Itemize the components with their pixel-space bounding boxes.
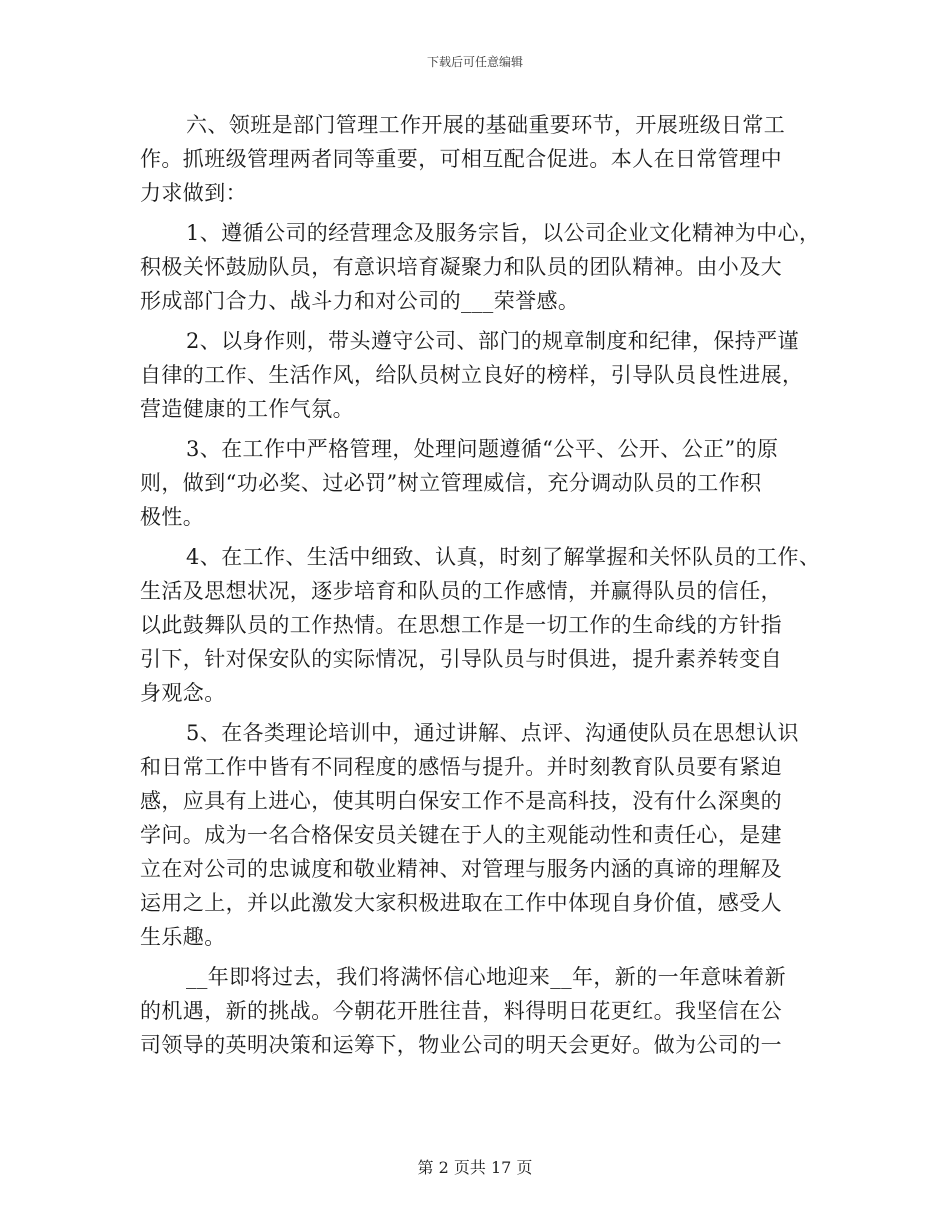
paragraph-line: 运用之上，并以此激发大家积极进取在工作中体现自身价值，感受人 (140, 891, 782, 915)
paragraph-line: 学问。成为一名合格保安员关键在于人的主观能动性和责任心，是建 (140, 823, 782, 847)
paragraph-line: 的机遇，新的挑战。今朝花开胜往昔，料得明日花更红。我坚信在公 (140, 999, 782, 1023)
paragraph-line: 积极关怀鼓励队员，有意识培育凝聚力和队员的团队精神。由小及大 (140, 255, 782, 279)
paragraph-line: __年即将过去，我们将满怀信心地迎来__年，新的一年意味着新 (186, 965, 786, 989)
paragraph-line: 极性。 (140, 505, 205, 529)
paragraph-line: 和日常工作中皆有不同程度的感悟与提升。并时刻教育队员要有紧迫 (140, 755, 782, 779)
page-number: 第 2 页共 17 页 (417, 1158, 533, 1177)
paragraph (140, 324, 830, 426)
paragraph (140, 108, 830, 210)
paragraph-line: 营造健康的工作气氛。 (140, 397, 354, 421)
document-body (140, 108, 830, 1062)
paragraph-line: 身观念。 (140, 681, 226, 705)
paragraph-line: 生乐趣。 (140, 925, 226, 949)
paragraph-line: 5、在各类理论培训中，通过讲解、点评、沟通使队员在思想认识 (186, 721, 799, 745)
paragraph-line: 自律的工作、生活作风，给队员树立良好的榜样，引导队员良性进展， (140, 363, 804, 387)
paragraph (140, 216, 830, 318)
paragraph (140, 960, 830, 1062)
paragraph-line: 引下，针对保安队的实际情况，引导队员与时俱进，提升素养转变自 (140, 647, 782, 671)
paragraph (140, 432, 830, 534)
paragraph-line: 2、以身作则，带头遵守公司、部门的规章制度和纪律，保持严谨 (186, 329, 799, 353)
paragraph-line: 形成部门合力、战斗力和对公司的___荣誉感。 (140, 289, 580, 313)
paragraph-line: 立在对公司的忠诚度和敬业精神、对管理与服务内涵的真谛的理解及 (140, 857, 782, 881)
page-header-note: 下载后可任意编辑 (426, 55, 523, 69)
paragraph (140, 716, 830, 954)
paragraph-line: 以此鼓舞队员的工作热情。在思想工作是一切工作的生命线的方针指 (140, 613, 782, 637)
paragraph-line: 4、在工作、生活中细致、认真，时刻了解掌握和关怀队员的工作、 (186, 545, 821, 569)
paragraph-line: 力求做到： (140, 181, 247, 205)
paragraph-line: 六、领班是部门管理工作开展的基础重要环节，开展班级日常工 (186, 113, 786, 137)
paragraph-line: 则，做到“功必奖、过必罚”树立管理威信，充分调动队员的工作积 (140, 471, 762, 495)
paragraph-line: 感，应具有上进心，使其明白保安工作不是高科技，没有什么深奥的 (140, 789, 782, 813)
paragraph-line: 生活及思想状况，逐步培育和队员的工作感情，并赢得队员的信任， (140, 579, 782, 603)
paragraph-line: 3、在工作中严格管理，处理问题遵循“公平、公开、公正”的原 (186, 437, 779, 461)
paragraph-line: 司领导的英明决策和运筹下，物业公司的明天会更好。做为公司的一 (140, 1033, 782, 1057)
paragraph-line: 1、遵循公司的经营理念及服务宗旨，以公司企业文化精神为中心， (186, 221, 821, 245)
paragraph-line: 作。抓班级管理两者同等重要，可相互配合促进。本人在日常管理中 (140, 147, 782, 171)
paragraph (140, 540, 830, 710)
